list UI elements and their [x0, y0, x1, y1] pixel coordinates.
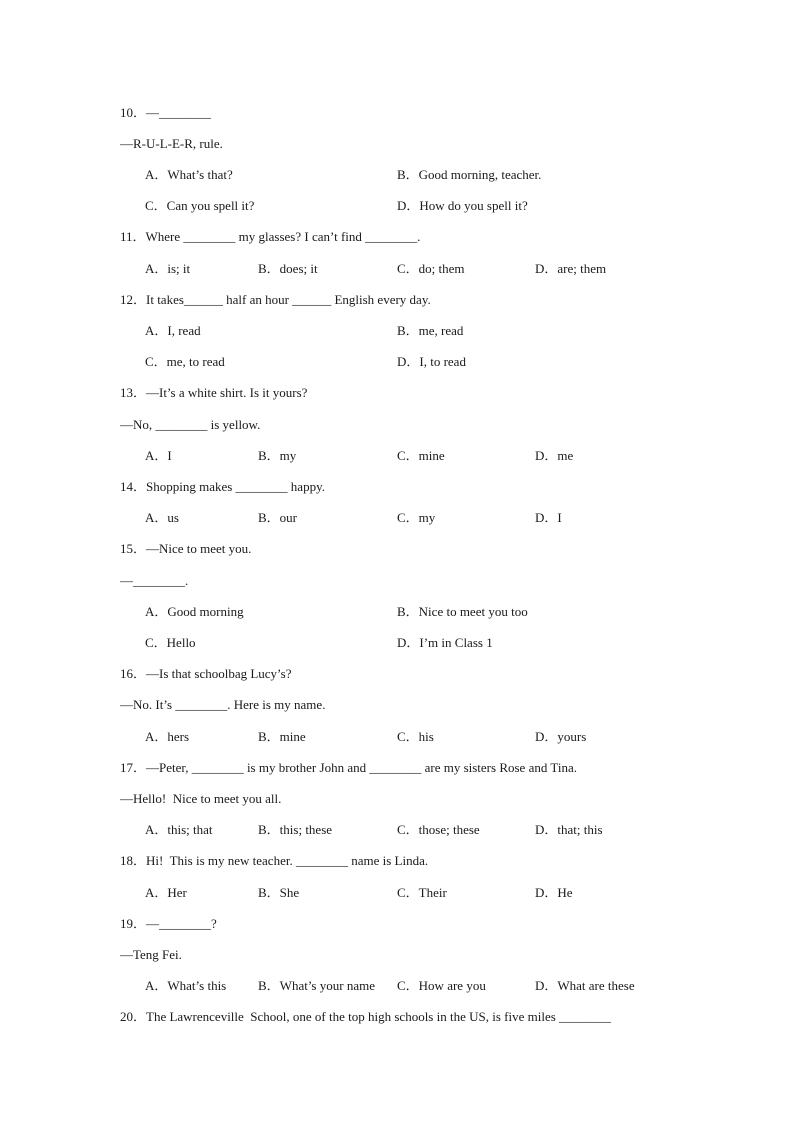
option-a[interactable]: A．is; it: [145, 261, 191, 276]
option-a[interactable]: A．What’s that?: [145, 167, 233, 182]
option-c[interactable]: C．those; these: [397, 822, 480, 837]
option-c[interactable]: C．mine: [397, 448, 445, 463]
question-16-stem: 16．—Is that schoolbag Lucy’s?: [120, 666, 292, 681]
option-b[interactable]: B．this; these: [258, 822, 333, 837]
question-17-answer-line: —Hello! Nice to meet you all.: [120, 791, 282, 806]
option-d[interactable]: D．I’m in Class 1: [397, 635, 493, 650]
question-10-options-row-1: [145, 167, 705, 183]
question-15-answer-line: —________.: [120, 573, 189, 588]
question-17-stem: 17．—Peter, ________ is my brother John and ________ are my sisters Rose and Tina.: [120, 760, 577, 775]
option-c[interactable]: C．my: [397, 510, 436, 525]
option-d[interactable]: D．me: [535, 448, 574, 463]
option-c[interactable]: C．Their: [397, 885, 447, 900]
option-b[interactable]: B．Nice to meet you too: [397, 604, 528, 619]
question-12-stem: 12．It takes______ half an hour ______ English every day.: [120, 292, 431, 307]
question-11-options: [145, 261, 705, 277]
question-18-stem: 18．Hi! This is my new teacher. ________ name is Linda.: [120, 853, 429, 868]
option-a[interactable]: A．Her: [145, 885, 187, 900]
option-d[interactable]: D．He: [535, 885, 573, 900]
option-b[interactable]: B．Good morning, teacher.: [397, 167, 542, 182]
option-a[interactable]: A．Good morning: [145, 604, 244, 619]
option-d[interactable]: D．yours: [535, 729, 587, 744]
option-a[interactable]: A．What’s this: [145, 978, 227, 993]
question-15-options-row-2: [145, 635, 705, 651]
question-10-answer-line: —R-U-L-E-R, rule.: [120, 136, 223, 151]
question-10-stem: 10．—________: [120, 105, 212, 120]
question-11-stem: 11．Where ________ my glasses? I can’t find ________.: [120, 229, 421, 244]
question-15-options-row-1: [145, 604, 705, 620]
option-d[interactable]: D．are; them: [535, 261, 607, 276]
option-d[interactable]: D．that; this: [535, 822, 603, 837]
question-12-options-row-1: [145, 323, 705, 339]
question-13-answer-line: —No, ________ is yellow.: [120, 417, 261, 432]
option-a[interactable]: A．I: [145, 448, 172, 463]
question-16-answer-line: —No. It’s ________. Here is my name.: [120, 697, 326, 712]
option-d[interactable]: D．I, to read: [397, 354, 466, 369]
option-d[interactable]: D．What are these: [535, 978, 635, 993]
question-16-options: [145, 729, 705, 745]
option-c[interactable]: C．Can you spell it?: [145, 198, 255, 213]
option-a[interactable]: A．us: [145, 510, 179, 525]
option-b[interactable]: B．does; it: [258, 261, 318, 276]
question-13-stem: 13．—It’s a white shirt. Is it yours?: [120, 385, 308, 400]
option-a[interactable]: A．this; that: [145, 822, 213, 837]
option-b[interactable]: B．our: [258, 510, 298, 525]
question-19-options: [145, 978, 705, 994]
question-20-stem: 20．The Lawrenceville School, one of the top high schools in the US, is five miles ________: [120, 1009, 612, 1024]
question-19-answer-line: —Teng Fei.: [120, 947, 182, 962]
question-13-options: [145, 448, 705, 464]
question-18-options: [145, 885, 705, 901]
question-15-stem: 15．—Nice to meet you.: [120, 541, 252, 556]
option-b[interactable]: B．mine: [258, 729, 306, 744]
question-12-options-row-2: [145, 354, 705, 370]
question-14-options: [145, 510, 705, 526]
option-a[interactable]: A．hers: [145, 729, 190, 744]
question-14-stem: 14．Shopping makes ________ happy.: [120, 479, 325, 494]
option-d[interactable]: D．How do you spell it?: [397, 198, 528, 213]
option-b[interactable]: B．my: [258, 448, 297, 463]
option-c[interactable]: C．How are you: [397, 978, 486, 993]
option-b[interactable]: B．She: [258, 885, 300, 900]
option-a[interactable]: A．I, read: [145, 323, 201, 338]
option-b[interactable]: B．What’s your name: [258, 978, 375, 993]
question-19-stem: 19．—________?: [120, 916, 217, 931]
option-c[interactable]: C．do; them: [397, 261, 465, 276]
question-17-options: [145, 822, 705, 838]
option-b[interactable]: B．me, read: [397, 323, 464, 338]
option-d[interactable]: D．I: [535, 510, 562, 525]
question-10-options-row-2: [145, 198, 705, 214]
option-c[interactable]: C．his: [397, 729, 434, 744]
option-c[interactable]: C．me, to read: [145, 354, 225, 369]
option-c[interactable]: C．Hello: [145, 635, 196, 650]
